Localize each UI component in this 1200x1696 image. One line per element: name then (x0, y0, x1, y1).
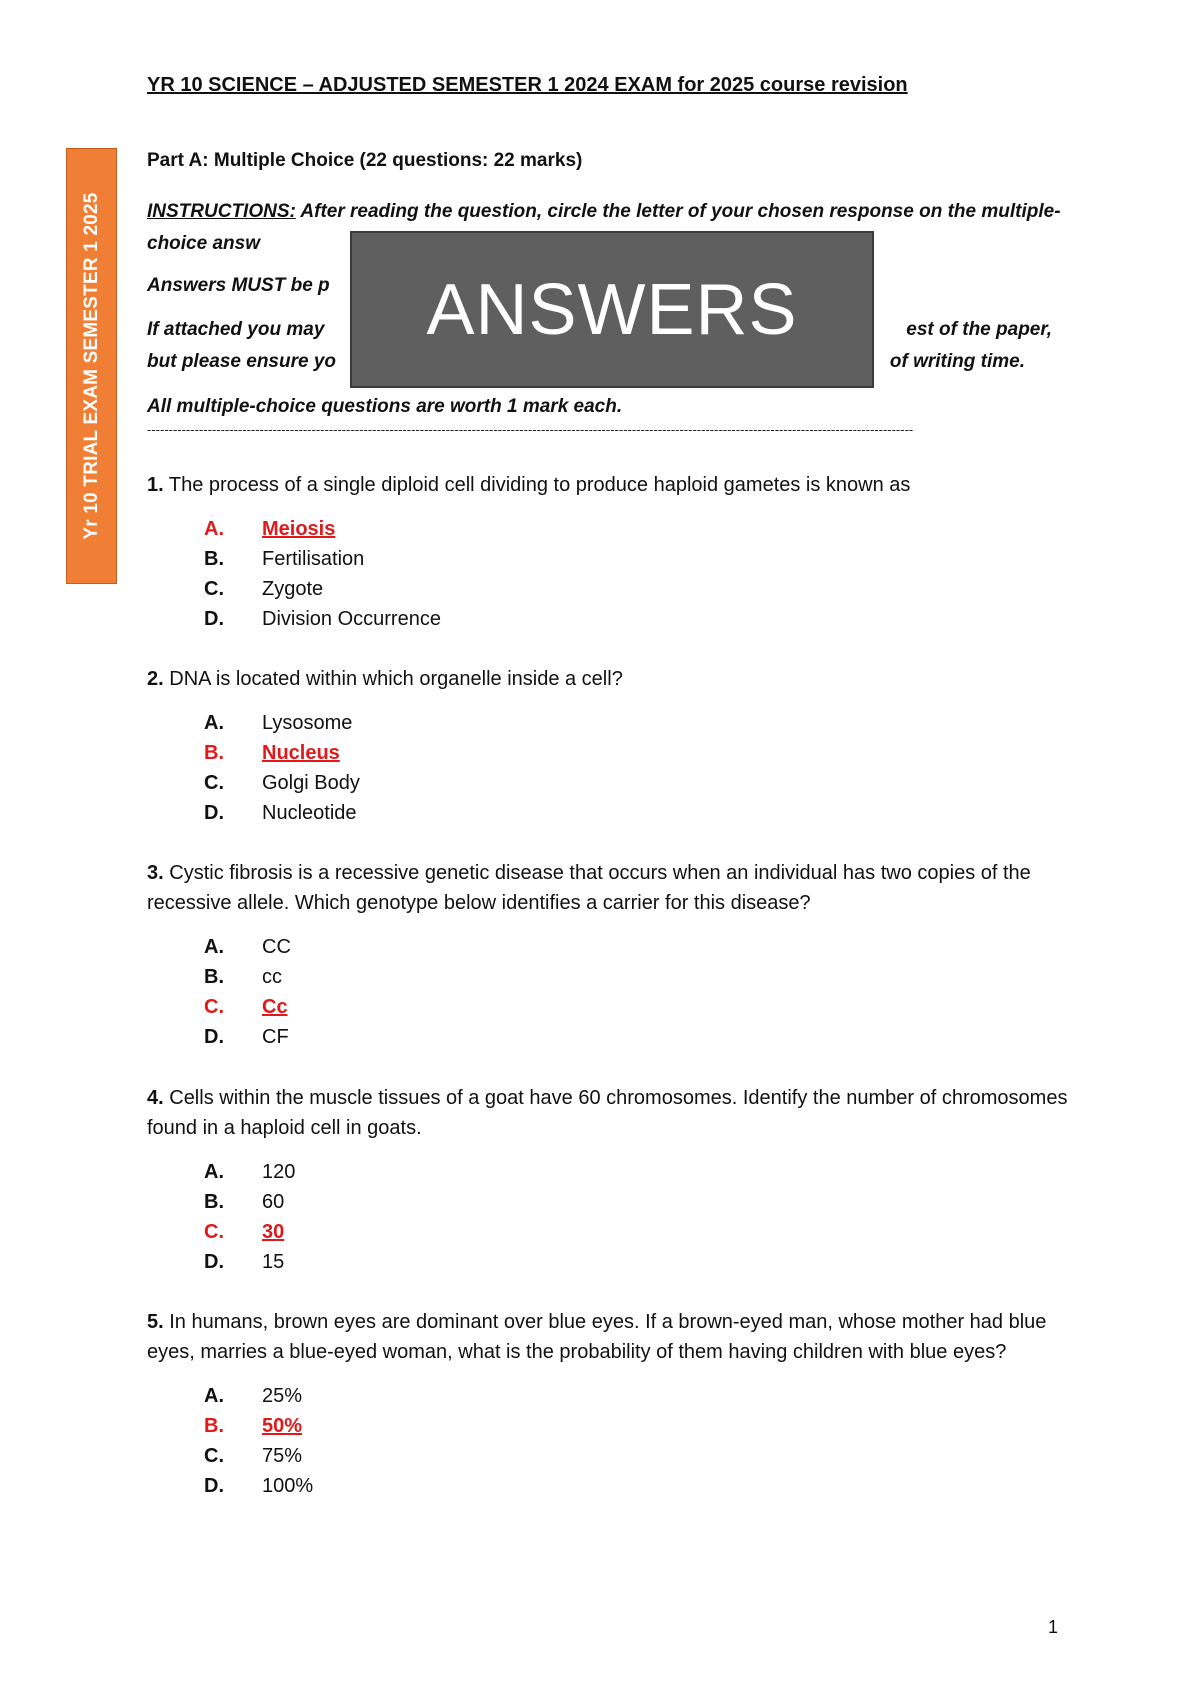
option-text: Meiosis (262, 518, 336, 540)
option-letter: C. (204, 578, 224, 600)
option-text: Division Occurrence (262, 608, 441, 630)
option-letter: B. (204, 966, 224, 988)
option-correct (204, 514, 1077, 544)
option (204, 1022, 1077, 1052)
option-text: 15 (262, 1251, 285, 1273)
option-letter: D. (204, 1026, 224, 1048)
option-text: 100% (262, 1475, 314, 1497)
question-5 (147, 1307, 1077, 1501)
option-text: CC (262, 936, 291, 958)
option-text: 60 (262, 1191, 285, 1213)
document-title: YR 10 SCIENCE – ADJUSTED SEMESTER 1 2024 EXAM for 2025 course revision (147, 74, 908, 96)
option-text: Golgi Body (262, 772, 360, 794)
question-number: 4. (147, 1087, 164, 1109)
option-letter: B. (204, 1191, 224, 1213)
option-letter: B. (204, 548, 224, 570)
option (204, 932, 1077, 962)
option-letter: C. (204, 772, 224, 794)
option-letter: A. (204, 518, 224, 540)
page-number: 1 (1048, 1617, 1059, 1637)
option-letter: D. (204, 1251, 224, 1273)
question-stem (147, 1307, 1077, 1367)
answers-banner-label: ANSWERS (426, 269, 798, 350)
option-list (204, 514, 1077, 634)
question-text: In humans, brown eyes are dominant over blue eyes. If a brown-eyed man, whose mother had blue eyes, marries a blue-eyed woman, what is the probability of them having children with blue eyes? (147, 1311, 1047, 1363)
option-text: 50% (262, 1415, 303, 1437)
option-list (204, 1157, 1077, 1277)
side-tab (66, 148, 117, 584)
instructions-text: After reading the question, circle the letter of your chosen response on the multiple-choice answ (147, 201, 1061, 254)
option-correct (204, 992, 1077, 1022)
option-text: Nucleotide (262, 802, 357, 824)
attached-line1-end: est of the paper, (906, 319, 1052, 340)
option (204, 798, 1077, 828)
question-stem (147, 470, 1077, 500)
section-divider: --------------------------------------------------------------------------------------------------------------------------------------------------------------------------------- (147, 422, 914, 437)
option (204, 962, 1077, 992)
option-text: CF (262, 1026, 289, 1048)
option-letter: D. (204, 608, 224, 630)
option-text: Lysosome (262, 712, 353, 734)
instructions-label: INSTRUCTIONS: (147, 201, 296, 222)
option (204, 1381, 1077, 1411)
option-text: Zygote (262, 578, 324, 600)
option-correct (204, 1217, 1077, 1247)
option-letter: C. (204, 996, 224, 1018)
option (204, 768, 1077, 798)
option-letter: A. (204, 936, 224, 958)
question-4 (147, 1083, 1077, 1277)
question-1 (147, 470, 1077, 634)
option (204, 544, 1077, 574)
option (204, 1441, 1077, 1471)
option (204, 604, 1077, 634)
question-number: 1. (147, 474, 164, 496)
question-number: 3. (147, 862, 164, 884)
option-text: 75% (262, 1445, 303, 1467)
option-list (204, 708, 1077, 828)
option-text: Nucleus (262, 742, 340, 764)
option-text: 120 (262, 1161, 296, 1183)
attached-line2-start: but please ensure yo (147, 351, 337, 372)
option-text: 25% (262, 1385, 303, 1407)
question-text: The process of a single diploid cell dividing to produce haploid gametes is known as (163, 474, 911, 496)
option-correct (204, 738, 1077, 768)
option-letter: A. (204, 712, 224, 734)
option-letter: B. (204, 1415, 224, 1437)
answers-banner (350, 231, 874, 388)
question-text: Cystic fibrosis is a recessive genetic disease that occurs when an individual has two copies of the recessive allele. Which genotype below identifies a carrier for this disease? (147, 862, 1031, 914)
option-text: cc (262, 966, 282, 988)
option-correct (204, 1411, 1077, 1441)
option-letter: B. (204, 742, 224, 764)
question-stem (147, 1083, 1077, 1143)
option (204, 574, 1077, 604)
question-2 (147, 664, 1077, 828)
attached-line1-start: If attached you may (147, 319, 325, 340)
option-list (204, 1381, 1077, 1501)
option (204, 708, 1077, 738)
question-number: 2. (147, 668, 164, 690)
option-letter: C. (204, 1221, 224, 1243)
option-text: 30 (262, 1221, 285, 1243)
question-text: DNA is located within which organelle inside a cell? (163, 668, 623, 690)
option (204, 1471, 1077, 1501)
side-tab-label: Yr 10 TRIAL EXAM SEMESTER 1 2025 (80, 192, 102, 540)
part-a-heading: Part A: Multiple Choice (22 questions: 22 marks) (147, 150, 583, 171)
option-letter: D. (204, 1475, 224, 1497)
option (204, 1187, 1077, 1217)
option (204, 1247, 1077, 1277)
answers-must-note: Answers MUST be p (147, 275, 330, 296)
option (204, 1157, 1077, 1187)
marks-note: All multiple-choice questions are worth 1 mark each. (147, 396, 623, 417)
question-text: Cells within the muscle tissues of a goat have 60 chromosomes. Identify the number of chromosomes found in a haploid cell in goats. (147, 1087, 1068, 1139)
option-letter: C. (204, 1445, 224, 1467)
attached-line2-end: of writing time. (889, 351, 1025, 372)
option-letter: A. (204, 1161, 224, 1183)
question-number: 5. (147, 1311, 164, 1333)
question-stem (147, 858, 1077, 918)
question-3 (147, 858, 1077, 1052)
option-text: Cc (262, 996, 288, 1018)
option-text: Fertilisation (262, 548, 365, 570)
option-letter: D. (204, 802, 224, 824)
option-list (204, 932, 1077, 1052)
option-letter: A. (204, 1385, 224, 1407)
question-stem (147, 664, 1077, 694)
